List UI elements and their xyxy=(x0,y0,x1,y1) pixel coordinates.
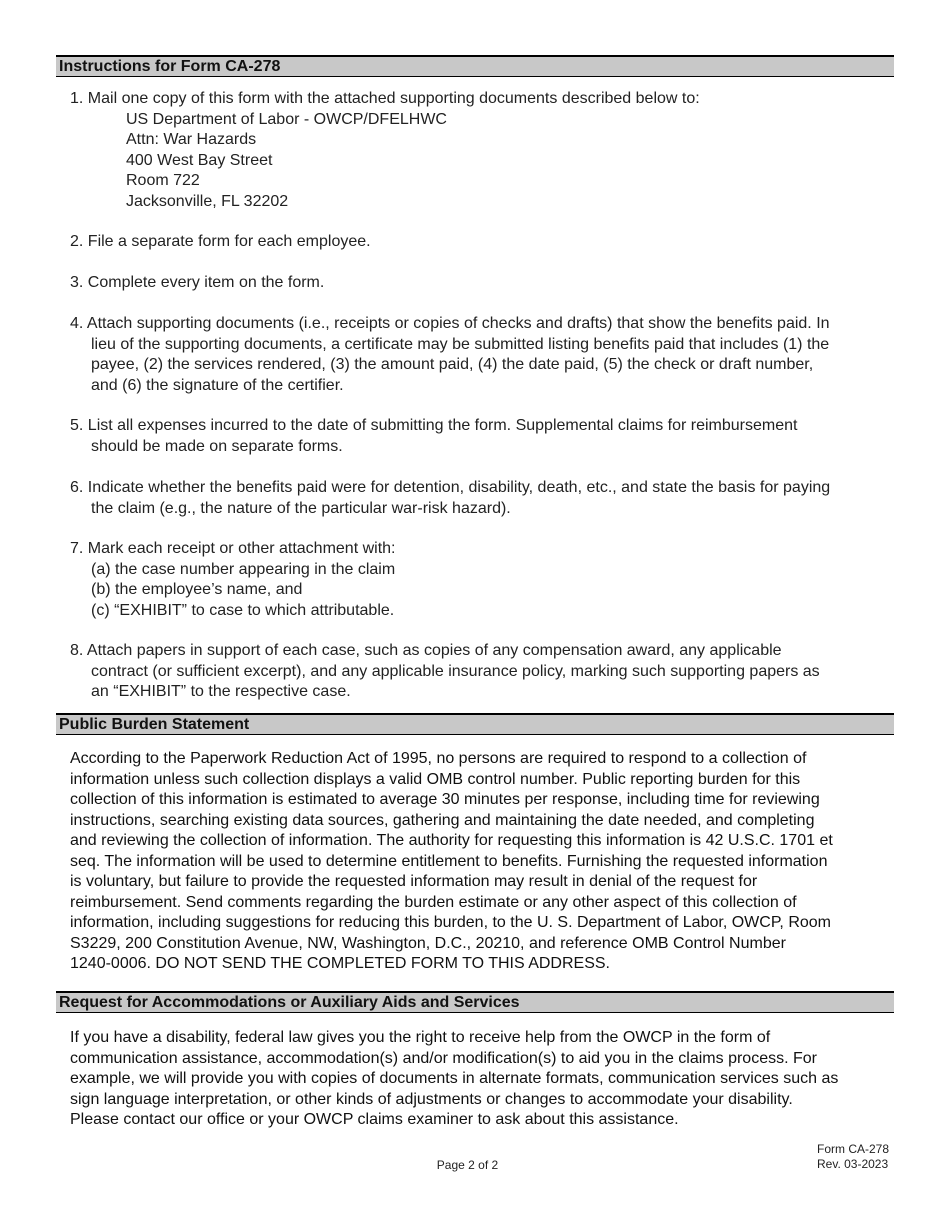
item-5-text: 5. List all expenses incurred to the date of submitting the form. Supplemental claims for reimbursement xyxy=(70,417,798,434)
burden-line: is voluntary, but failure to provide the requested information may result in denial of the request for xyxy=(70,873,758,890)
item-6-continuation: the claim (e.g., the nature of the particular war-risk hazard). xyxy=(91,499,511,517)
item-7-subitem: (c) “EXHIBIT” to case to which attributable. xyxy=(91,601,395,619)
accommodations-line: Please contact our office or your OWCP claims examiner to ask about this assistance. xyxy=(70,1111,679,1128)
accommodations-line: communication assistance, accommodation(s) and/or modification(s) to aid you in the claims process. For xyxy=(70,1049,817,1067)
item-6-text: 6. Indicate whether the benefits paid were for detention, disability, death, etc., and state the basis for paying xyxy=(70,479,831,496)
address-line: Attn: War Hazards xyxy=(126,131,257,148)
instruction-item-5 xyxy=(70,416,885,457)
instruction-item-4 xyxy=(70,314,885,396)
accommodations-line: sign language interpretation, or other kinds of adjustments or changes to accommodate your disability. xyxy=(70,1090,793,1108)
item-2-text: 2. File a separate form for each employee. xyxy=(70,233,371,250)
item-4-continuation: lieu of the supporting documents, a certificate may be submitted listing benefits paid that includes (1) the xyxy=(91,335,830,353)
burden-line: According to the Paperwork Reduction Act of 1995, no persons are required to respond to a collection of xyxy=(70,750,807,767)
item-7-text: 7. Mark each receipt or other attachment with: xyxy=(70,540,396,557)
burden-line: S3229, 200 Constitution Avenue, NW, Washington, D.C., 20210, and reference OMB Control Number xyxy=(70,934,786,952)
public-burden-header: Public Burden Statement xyxy=(56,713,894,735)
item-1-text: 1. Mail one copy of this form with the attached supporting documents described below to: xyxy=(70,90,700,107)
public-burden-text xyxy=(70,749,892,975)
instruction-item-6 xyxy=(70,478,885,519)
burden-line: seq. The information will be used to determine entitlement to benefits. Furnishing the requested information xyxy=(70,852,828,870)
instruction-item-1 xyxy=(70,89,885,212)
address-line: Jacksonville, FL 32202 xyxy=(126,192,289,210)
accommodations-line: example, we will provide you with copies of documents in alternate formats, communication services such as xyxy=(70,1070,839,1087)
item-4-continuation: and (6) the signature of the certifier. xyxy=(91,376,344,394)
item-3-text: 3. Complete every item on the form. xyxy=(70,274,325,291)
form-number: Form CA-278 xyxy=(817,1142,890,1156)
item-5-continuation: should be made on separate forms. xyxy=(91,437,343,455)
instruction-item-8 xyxy=(70,641,885,703)
instructions-header: Instructions for Form CA-278 xyxy=(56,55,894,77)
instruction-item-7 xyxy=(70,539,885,621)
item-8-continuation: an “EXHIBIT” to the respective case. xyxy=(91,683,351,700)
burden-line: reimbursement. Send comments regarding the burden estimate or any other aspect of this collection of xyxy=(70,893,797,911)
item-4-continuation: payee, (2) the services rendered, (3) the amount paid, (4) the date paid, (5) the check or draft number, xyxy=(91,356,814,373)
address-line: 400 West Bay Street xyxy=(126,151,273,169)
item-4-text: 4. Attach supporting documents (i.e., receipts or copies of checks and drafts) that show the benefits paid. In xyxy=(70,315,830,332)
burden-line: 1240-0006. DO NOT SEND THE COMPLETED FORM TO THIS ADDRESS. xyxy=(70,955,610,972)
item-8-continuation: contract (or sufficient excerpt), and any applicable insurance policy, marking such supporting papers as xyxy=(91,662,820,680)
form-revision: Rev. 03-2023 xyxy=(817,1157,889,1171)
burden-line: collection of this information is estimated to average 30 minutes per response, including time for reviewing xyxy=(70,791,820,808)
burden-line: and reviewing the collection of information. The authority for requesting this information is 42 U.S.C. 1701 et xyxy=(70,832,833,849)
item-8-text: 8. Attach papers in support of each case, such as copies of any compensation award, any applicable xyxy=(70,642,782,659)
page-number: Page 2 of 2 xyxy=(436,1158,499,1172)
accommodations-header: Request for Accommodations or Auxiliary Aids and Services xyxy=(56,991,894,1013)
item-7-subitem: (a) the case number appearing in the claim xyxy=(91,560,396,578)
accommodations-line: If you have a disability, federal law gives you the right to receive help from the OWCP in the form of xyxy=(70,1029,771,1046)
burden-line: information, including suggestions for reducing this burden, to the U. S. Department of Labor, OWCP, Room xyxy=(70,914,831,931)
burden-line: instructions, searching existing data sources, gathering and maintaining the date needed, and completing xyxy=(70,811,815,829)
accommodations-text xyxy=(70,1028,892,1131)
address-line: US Department of Labor - OWCP/DFELHWC xyxy=(126,110,447,128)
instruction-item-3 xyxy=(70,273,885,294)
instruction-item-2 xyxy=(70,232,885,253)
address-line: Room 722 xyxy=(126,172,200,189)
item-7-subitem: (b) the employee’s name, and xyxy=(91,581,303,598)
burden-line: information unless such collection displays a valid OMB control number. Public reporting burden for this xyxy=(70,770,801,788)
